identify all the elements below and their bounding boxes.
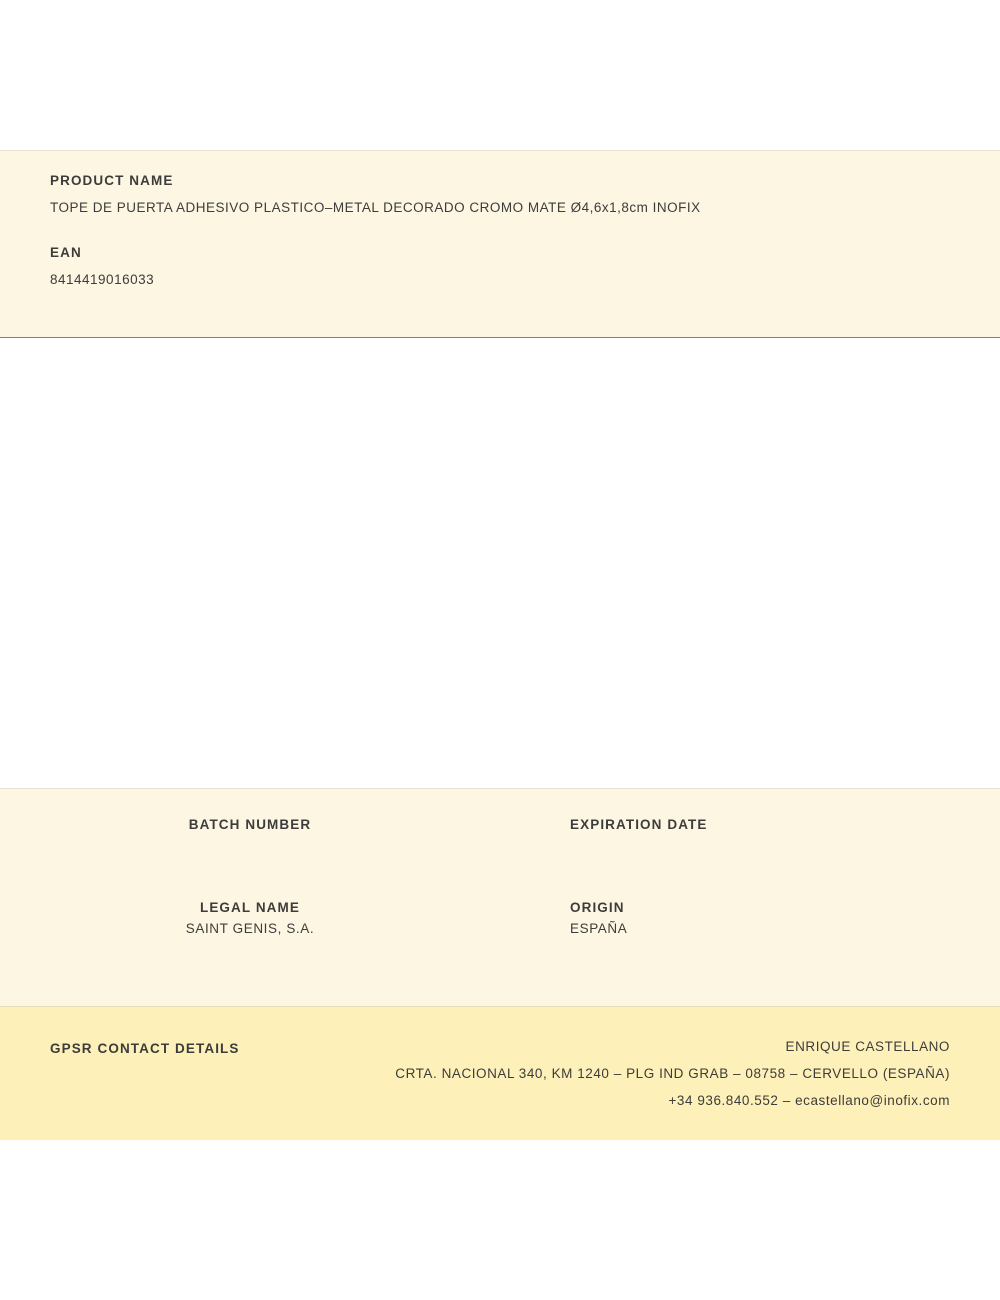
top-margin [0, 0, 1000, 150]
batch-legal-section [0, 788, 1000, 1007]
legal-name-cell [0, 900, 500, 936]
product-name-label: PRODUCT NAME [50, 173, 174, 188]
expiration-date-label: EXPIRATION DATE [570, 817, 708, 832]
bottom-margin [0, 1140, 1000, 1300]
product-name-value: TOPE DE PUERTA ADHESIVO PLASTICO–METAL DECORADO CROMO MATE Ø4,6x1,8cm INOFIX [50, 200, 701, 215]
gpsr-contact-section [0, 1007, 1000, 1140]
gpsr-contact-phone-email: +34 936.840.552 – ecastellano@inofix.com [668, 1093, 950, 1108]
legal-name-value: SAINT GENIS, S.A. [185, 921, 315, 936]
batch-number-cell [0, 817, 500, 838]
field-spacer [50, 215, 950, 245]
expiration-date-cell [500, 817, 1000, 838]
legal-origin-row [0, 900, 1000, 936]
gpsr-contact-name: ENRIQUE CASTELLANO [785, 1039, 950, 1054]
gpsr-contact-address: CRTA. NACIONAL 340, KM 1240 – PLG IND GRAB – 08758 – CERVELLO (ESPAÑA) [395, 1066, 950, 1081]
blank-content-area [0, 338, 1000, 788]
gpsr-contact-label: GPSR CONTACT DETAILS [50, 1041, 240, 1056]
legal-name-label: LEGAL NAME [199, 900, 300, 915]
origin-value: ESPAÑA [570, 921, 628, 936]
origin-label: ORIGIN [570, 900, 625, 915]
ean-value: 8414419016033 [50, 272, 155, 287]
ean-label: EAN [50, 245, 82, 260]
product-info-section [0, 150, 1000, 338]
batch-number-label: BATCH NUMBER [188, 817, 312, 832]
batch-expiration-row [0, 817, 1000, 838]
origin-cell [500, 900, 1000, 936]
